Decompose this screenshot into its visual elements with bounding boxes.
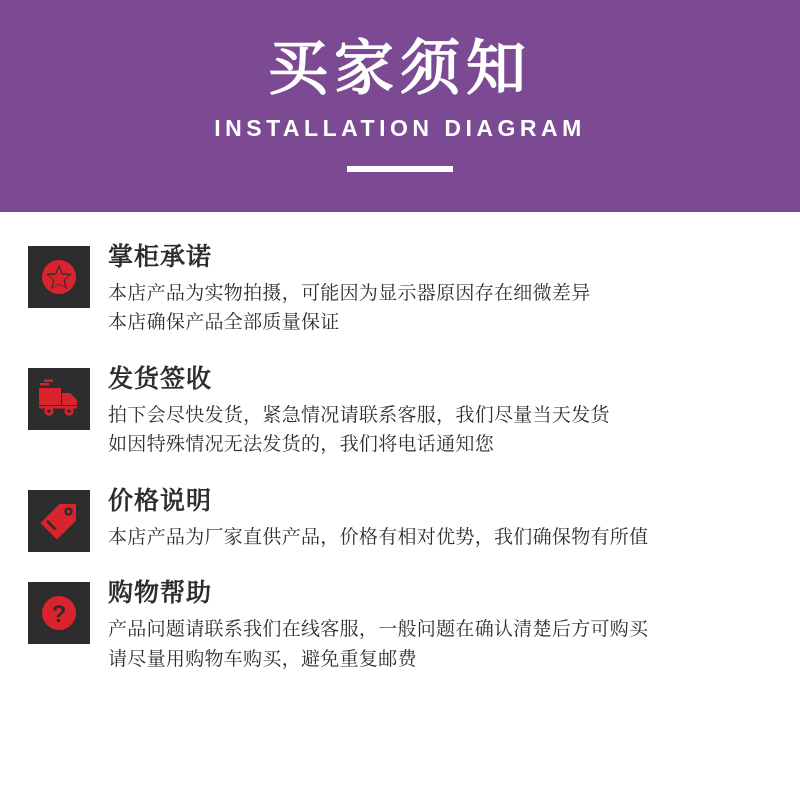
list-item-text: [108, 578, 772, 674]
list-item: [28, 364, 772, 460]
list-item: [28, 242, 772, 338]
list-item-line: 本店产品为厂家直供产品，价格有相对优势，我们确保物有所值: [108, 526, 649, 548]
page-title: 买家须知: [268, 35, 532, 102]
page-subtitle: INSTALLATION DIAGRAM: [214, 115, 586, 141]
price-tag-icon: [28, 490, 90, 552]
list-item-text: [108, 364, 772, 460]
list-item-line: 请尽量用购物车购买，避免重复邮费: [108, 648, 417, 670]
list-item-line: 如因特殊情况无法发货的，我们将电话通知您: [108, 434, 495, 456]
page-header: [0, 0, 800, 212]
list-item-text: [108, 242, 772, 338]
list-item-title: 购物帮助: [108, 579, 213, 608]
list-item-line: 本店确保产品全部质量保证: [108, 312, 340, 334]
header-divider: [347, 166, 453, 172]
list-item-line: 产品问题请联系我们在线客服，一般问题在确认清楚后方可购买: [108, 619, 649, 641]
delivery-truck-icon: [28, 368, 90, 430]
star-badge-icon: [28, 246, 90, 308]
list-item-title: 掌柜承诺: [108, 243, 213, 271]
list-item-text: [108, 486, 772, 552]
list-item-line: 本店产品为实物拍摄，可能因为显示器原因存在细微差异: [108, 283, 591, 304]
notice-list: [0, 212, 800, 710]
list-item-title: 发货签收: [108, 364, 213, 393]
question-mark-icon: [28, 582, 90, 644]
list-item: [28, 486, 772, 552]
svg-text:?: ?: [51, 601, 67, 629]
list-item-line: 拍下会尽快发货，紧急情况请联系客服，我们尽量当天发货: [108, 404, 610, 426]
list-item: [28, 578, 772, 674]
list-item-title: 价格说明: [108, 486, 213, 515]
